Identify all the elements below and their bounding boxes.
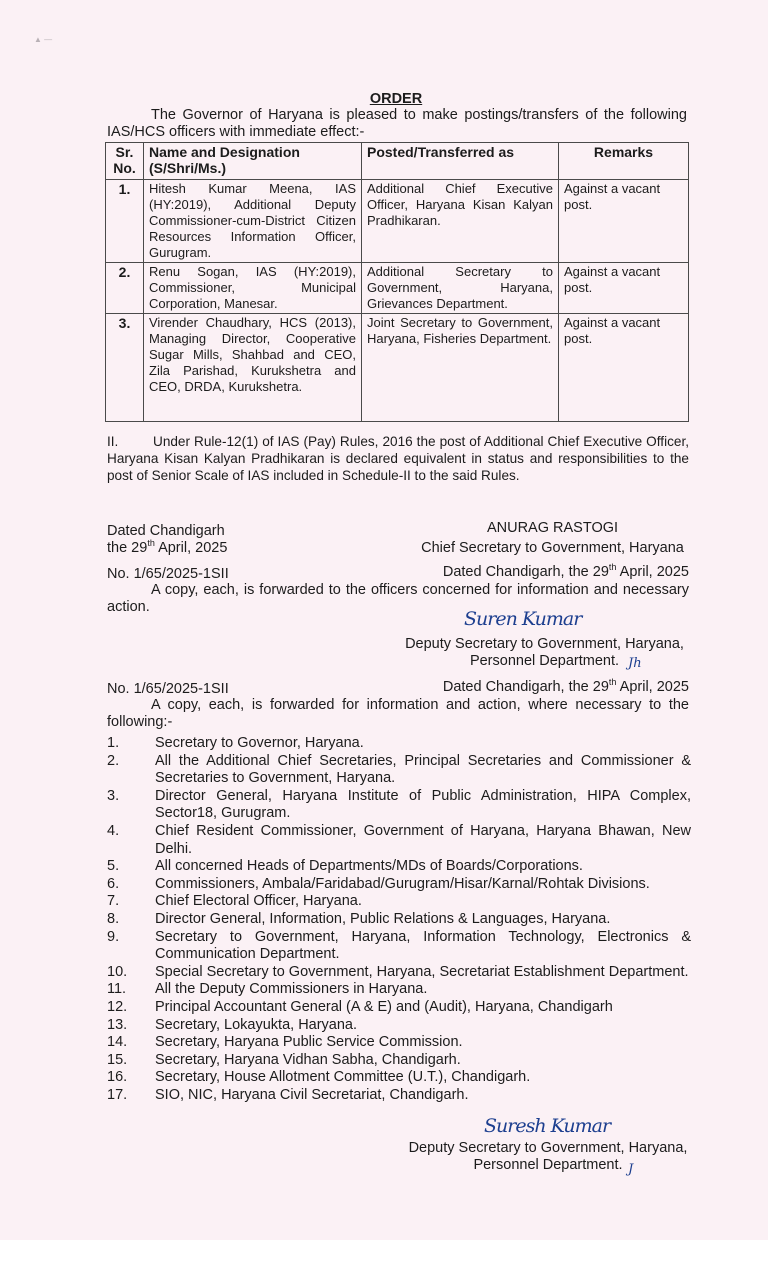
list-item [107,1087,691,1105]
intro-paragraph: The Governor of Haryana is pleased to make postings/transfers of the following IAS/HCS officers with immediate effect:- [107,107,687,140]
list-item [107,893,691,911]
list-item [107,1069,691,1087]
header-name-designation: Name and Designation (S/Shri/Ms.) [144,143,362,180]
list-item-number: 3. [107,787,120,804]
list-item-text: Secretary, House Allotment Committee (U.T.), Chandigarh. [155,1069,531,1086]
list-item-number: 9. [107,928,120,945]
endorsement-2-date-sup: th [608,677,617,688]
list-item-number: 10. [107,963,128,980]
list-item-text: All the Deputy Commissioners in Haryana. [155,981,428,998]
issue-date-rest: April, 2025 [154,540,228,556]
rule-paragraph-text: Under Rule-12(1) of IAS (Pay) Rules, 2016 the post of Additional Chief Executive Officer, Haryana Kisan Kalyan Pradhikaran is declared equivalent in status and responsibilities to the post of Senior Scale of IAS included in Schedule-II to the said Rules. [107,434,689,483]
row-posted-as: Additional Secretary to Government, Haryana, Grievances Department. [362,263,559,314]
list-item-number: 16. [107,1069,128,1086]
chief-secretary-title: Chief Secretary to Government, Haryana [421,540,684,556]
list-item-text: Secretary to Government, Haryana, Information Technology, Electronics & Communication Department. [155,928,691,963]
list-item [107,876,691,894]
list-item-text: Director General, Information, Public Relations & Languages, Haryana. [155,910,611,927]
list-item [107,964,691,982]
endorsement-2-designation-line1: Deputy Secretary to Government, Haryana, [408,1140,688,1156]
endorsement-2-number: No. 1/65/2025-1SII [107,681,229,697]
recipients-list [107,735,691,1104]
endorsement-1-designation-line2: Personnel Department. [469,653,620,669]
chief-secretary-name: ANURAG RASTOGI [486,520,619,536]
list-item-text: Secretary, Haryana Vidhan Sabha, Chandigarh. [155,1051,461,1068]
list-item [107,735,691,753]
table-header-row [106,143,689,180]
signature-1: Suren Kumar [464,608,582,630]
list-item-text: Secretary, Lokayukta, Haryana. [155,1016,358,1033]
endorsement-1-date-sup: th [608,562,617,573]
list-item-text: Secretary to Governor, Haryana. [155,735,364,751]
list-item [107,753,691,788]
signature-2: Suresh Kumar [484,1115,611,1137]
list-item-number: 11. [107,981,127,998]
list-item-text: Secretary, Haryana Public Service Commission. [155,1034,463,1051]
endorsement-1-date-rest: April, 2025 [616,564,689,580]
list-item [107,999,691,1017]
list-item [107,1052,691,1070]
list-item-text: Chief Resident Commissioner, Government of Haryana, Haryana Bhawan, New Delhi. [155,822,691,857]
list-item [107,981,691,999]
header-posted-as: Posted/Transferred as [362,143,559,180]
list-item [107,823,691,858]
list-item-number: 1. [107,735,120,751]
endorsement-1-date-day: Dated Chandigarh, the 29 [442,564,609,580]
endorsement-2-date-rest: April, 2025 [616,679,689,695]
row-name-designation: Virender Chaudhary, HCS (2013), Managing Director, Cooperative Sugar Mills, Shahbad and CEO, Zila Parishad, Kurukshetra and CEO, DRDA, Kurukshetra. [144,314,362,422]
list-item-text: SIO, NIC, Haryana Civil Secretariat, Chandigarh. [155,1086,469,1103]
list-item-text: Director General, Haryana Institute of Public Administration, HIPA Complex, Sector18, Gurugram. [155,787,691,822]
issue-date [107,540,227,557]
row-name-designation: Hitesh Kumar Meena, IAS (HY:2019), Additional Deputy Commissioner-cum-District Citizen Resources Information Officer, Gurugram. [144,180,362,263]
rule-paragraph [107,433,689,484]
order-title: ORDER [369,91,423,107]
row-remarks: Against a vacant post. [559,180,689,263]
header-sr-no: Sr. No. [106,143,144,180]
row-sr: 1. [106,180,144,263]
table-row [106,314,689,422]
list-item [107,1017,691,1035]
list-item-number: 15. [107,1051,128,1068]
list-item [107,788,691,823]
list-item-text: Chief Electoral Officer, Haryana. [155,893,362,910]
endorsement-2-date-day: Dated Chandigarh, the 29 [442,679,609,695]
initials-2: J [628,1162,634,1177]
endorsement-2-designation-line2: Personnel Department. [473,1157,623,1173]
list-item-number: 13. [107,1016,128,1033]
endorsement-1-text: A copy, each, is forwarded to the officers concerned for information and necessary action. [107,582,689,615]
issue-date-day: the 29 [107,540,148,556]
list-item-text: Commissioners, Ambala/Faridabad/Gurugram/Hisar/Karnal/Rohtak Divisions. [155,875,650,892]
endorsement-1-designation-line1: Deputy Secretary to Government, Haryana, [405,636,684,652]
endorsement-1-number: No. 1/65/2025-1SII [107,566,229,582]
issue-date-sup: th [147,538,155,549]
list-item-number: 6. [107,875,120,892]
list-item-number: 17. [107,1086,128,1103]
row-name-designation: Renu Sogan, IAS (HY:2019), Commissioner, Municipal Corporation, Manesar. [144,263,362,314]
list-item-number: 12. [107,998,128,1015]
list-item-number: 2. [107,752,120,769]
list-item-number: 8. [107,910,120,927]
list-item-number: 7. [107,893,120,910]
postings-table [105,142,689,422]
row-posted-as: Additional Chief Executive Officer, Haryana Kisan Kalyan Pradhikaran. [362,180,559,263]
table-row [106,263,689,314]
row-sr: 3. [106,314,144,422]
list-item-text: Principal Accountant General (A & E) and (Audit), Haryana, Chandigarh [155,998,613,1015]
endorsement-2-date [420,679,689,696]
list-item-text: All the Additional Chief Secretaries, Principal Secretaries and Commissioner & Secretaries to Government, Haryana. [155,752,691,787]
list-item [107,858,691,876]
header-remarks: Remarks [559,143,689,180]
list-item-number: 4. [107,822,120,839]
table-row [106,180,689,263]
row-remarks: Against a vacant post. [559,314,689,422]
issue-place: Dated Chandigarh [107,523,225,539]
row-posted-as: Joint Secretary to Government, Haryana, Fisheries Department. [362,314,559,422]
list-item-number: 14. [107,1034,128,1051]
list-item-text: Special Secretary to Government, Haryana, Secretariat Establishment Department. [155,963,689,980]
endorsement-2-text: A copy, each, is forwarded for information and action, where necessary to the following:- [107,697,689,730]
list-item [107,911,691,929]
initials-1: Jh [628,656,642,671]
list-item [107,1034,691,1052]
row-remarks: Against a vacant post. [559,263,689,314]
rule-paragraph-number: II. [107,434,119,449]
row-sr: 2. [106,263,144,314]
scan-artifact-mark: ▲ ― [34,35,53,44]
list-item-number: 5. [107,858,120,875]
list-item [107,929,691,964]
endorsement-1-date [420,564,689,581]
list-item-text: All concerned Heads of Departments/MDs of Boards/Corporations. [155,858,583,875]
